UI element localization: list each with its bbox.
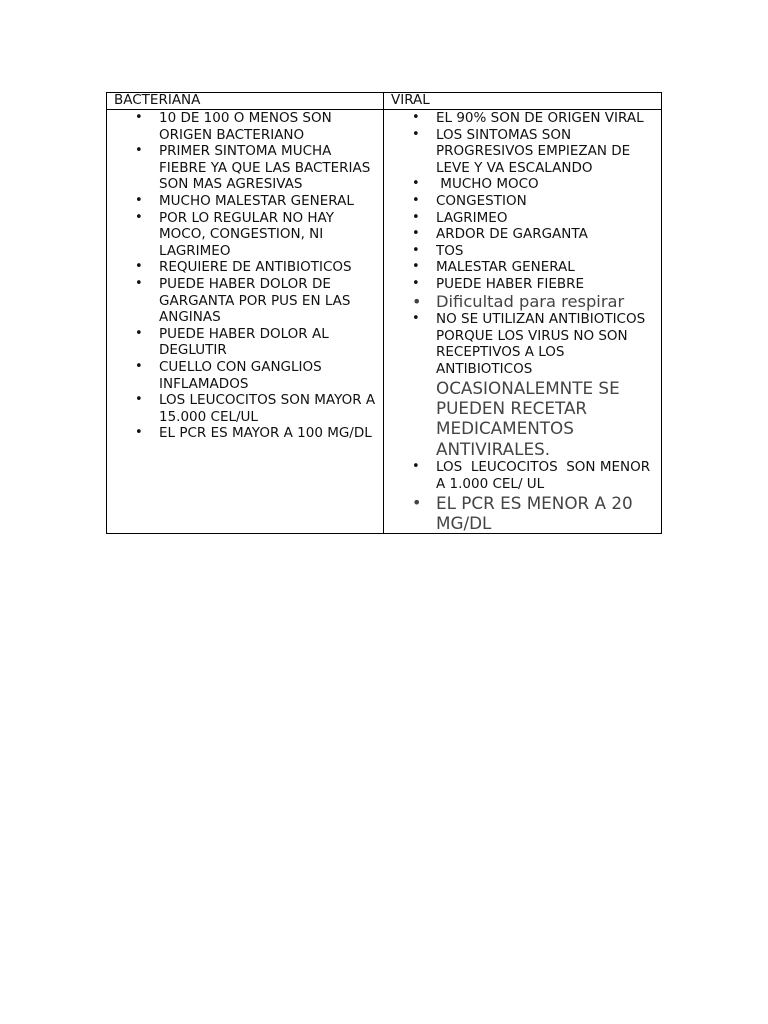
antivirales-note: OCASIONALEMNTE SE PUEDEN RECETAR MEDICAMENTOS ANTIVIRALES. bbox=[436, 377, 626, 459]
list-item bbox=[107, 425, 383, 442]
list-item bbox=[384, 311, 661, 459]
list-item-text: MUCHO MOCO bbox=[436, 176, 539, 193]
bullet-icon: • bbox=[412, 459, 420, 475]
bullet-icon: • bbox=[135, 425, 143, 441]
list-item-text: PUEDE HABER FIEBRE bbox=[436, 275, 585, 292]
bullet-icon: • bbox=[412, 492, 422, 512]
list-item bbox=[384, 243, 661, 260]
list-item-text: EL PCR ES MAYOR A 100 MG/DL bbox=[159, 425, 372, 442]
list-item-text: LOS LEUCOCITOS SON MENOR A 1.000 CEL/ UL bbox=[436, 459, 655, 492]
list-item-text: TOS bbox=[436, 242, 464, 259]
content-row bbox=[107, 110, 662, 534]
list-item bbox=[384, 110, 661, 127]
bullet-icon: • bbox=[412, 259, 420, 275]
list-item bbox=[107, 143, 383, 193]
bullet-icon: • bbox=[135, 358, 143, 374]
list-item-text: Dificultad para respirar bbox=[436, 291, 625, 311]
list-item bbox=[384, 259, 661, 276]
bullet-icon: • bbox=[412, 275, 420, 291]
bullet-icon: • bbox=[412, 291, 422, 311]
list-item bbox=[384, 127, 661, 177]
list-item bbox=[107, 276, 383, 326]
list-item-text: NO SE UTILIZAN ANTIBIOTICOS PORQUE LOS VIRUS NO SON RECEPTIVOS A LOS ANTIBIOTICOS bbox=[436, 311, 650, 377]
bullet-icon: • bbox=[412, 242, 420, 258]
list-item-text: PUEDE HABER DOLOR AL DEGLUTIR bbox=[159, 325, 334, 359]
list-item-text: POR LO REGULAR NO HAY MOCO, CONGESTION, NI LAGRIMEO bbox=[159, 209, 339, 259]
list-item-text: PRIMER SINTOMA MUCHA FIEBRE YA QUE LAS BACTERIAS SON MAS AGRESIVAS bbox=[159, 143, 375, 193]
list-item-text: MALESTAR GENERAL bbox=[436, 259, 575, 276]
list-item bbox=[384, 276, 661, 293]
list-item-text: 10 DE 100 O MENOS SON ORIGEN BACTERIANO bbox=[159, 110, 337, 143]
list-item bbox=[384, 293, 661, 312]
list-item bbox=[107, 359, 383, 392]
list-item-text: MUCHO MALESTAR GENERAL bbox=[159, 192, 354, 209]
list-item bbox=[107, 392, 383, 425]
bullet-icon: • bbox=[412, 226, 420, 242]
header-bacteriana: BACTERIANA bbox=[107, 93, 384, 110]
list-item-text: LOS SINTOMAS SON PROGRESIVOS EMPIEZAN DE LEVE Y VA ESCALANDO bbox=[436, 126, 635, 176]
list-item bbox=[107, 193, 383, 210]
bullet-icon: • bbox=[135, 275, 143, 291]
bullet-icon: • bbox=[135, 209, 143, 225]
comparison-table bbox=[106, 92, 662, 534]
list-item bbox=[384, 226, 661, 243]
bullet-icon: • bbox=[135, 110, 143, 125]
list-item bbox=[384, 459, 661, 492]
list-item bbox=[107, 210, 383, 260]
list-item-text: PUEDE HABER DOLOR DE GARGANTA POR PUS EN LAS ANGINAS bbox=[159, 275, 355, 326]
list-item bbox=[384, 210, 661, 227]
bacteriana-list bbox=[107, 110, 383, 442]
list-item-text: EL PCR ES MENOR A 20 MG/DL bbox=[436, 492, 639, 533]
list-item-text: REQUIERE DE ANTIBIOTICOS bbox=[159, 259, 352, 276]
list-item bbox=[107, 110, 383, 143]
list-item-text: LAGRIMEO bbox=[436, 209, 508, 226]
list-item bbox=[384, 193, 661, 210]
list-item bbox=[384, 493, 661, 534]
viral-list bbox=[384, 110, 661, 533]
bullet-icon: • bbox=[412, 209, 420, 225]
viral-cell bbox=[384, 110, 662, 534]
list-item-text: EL 90% SON DE ORIGEN VIRAL bbox=[436, 110, 644, 126]
bullet-icon: • bbox=[135, 392, 143, 408]
header-row bbox=[107, 93, 662, 110]
bullet-icon: • bbox=[135, 325, 143, 341]
list-item-text: ARDOR DE GARGANTA bbox=[436, 226, 588, 243]
list-item-text: LOS LEUCOCITOS SON MAYOR A 15.000 CEL/UL bbox=[159, 392, 380, 425]
bacteriana-cell bbox=[107, 110, 384, 534]
bullet-icon: • bbox=[412, 126, 420, 142]
bullet-icon: • bbox=[135, 192, 143, 208]
list-item bbox=[107, 326, 383, 359]
bullet-icon: • bbox=[412, 176, 420, 192]
bullet-icon: • bbox=[412, 110, 420, 125]
bullet-icon: • bbox=[135, 143, 143, 159]
list-item-text: CUELLO CON GANGLIOS INFLAMADOS bbox=[159, 358, 327, 392]
header-viral: VIRAL bbox=[384, 93, 662, 110]
bullet-icon: • bbox=[412, 311, 420, 327]
list-item-text: CONGESTION bbox=[436, 192, 527, 209]
bullet-icon: • bbox=[412, 192, 420, 208]
list-item bbox=[107, 259, 383, 276]
list-item bbox=[384, 176, 661, 193]
bullet-icon: • bbox=[135, 259, 143, 275]
